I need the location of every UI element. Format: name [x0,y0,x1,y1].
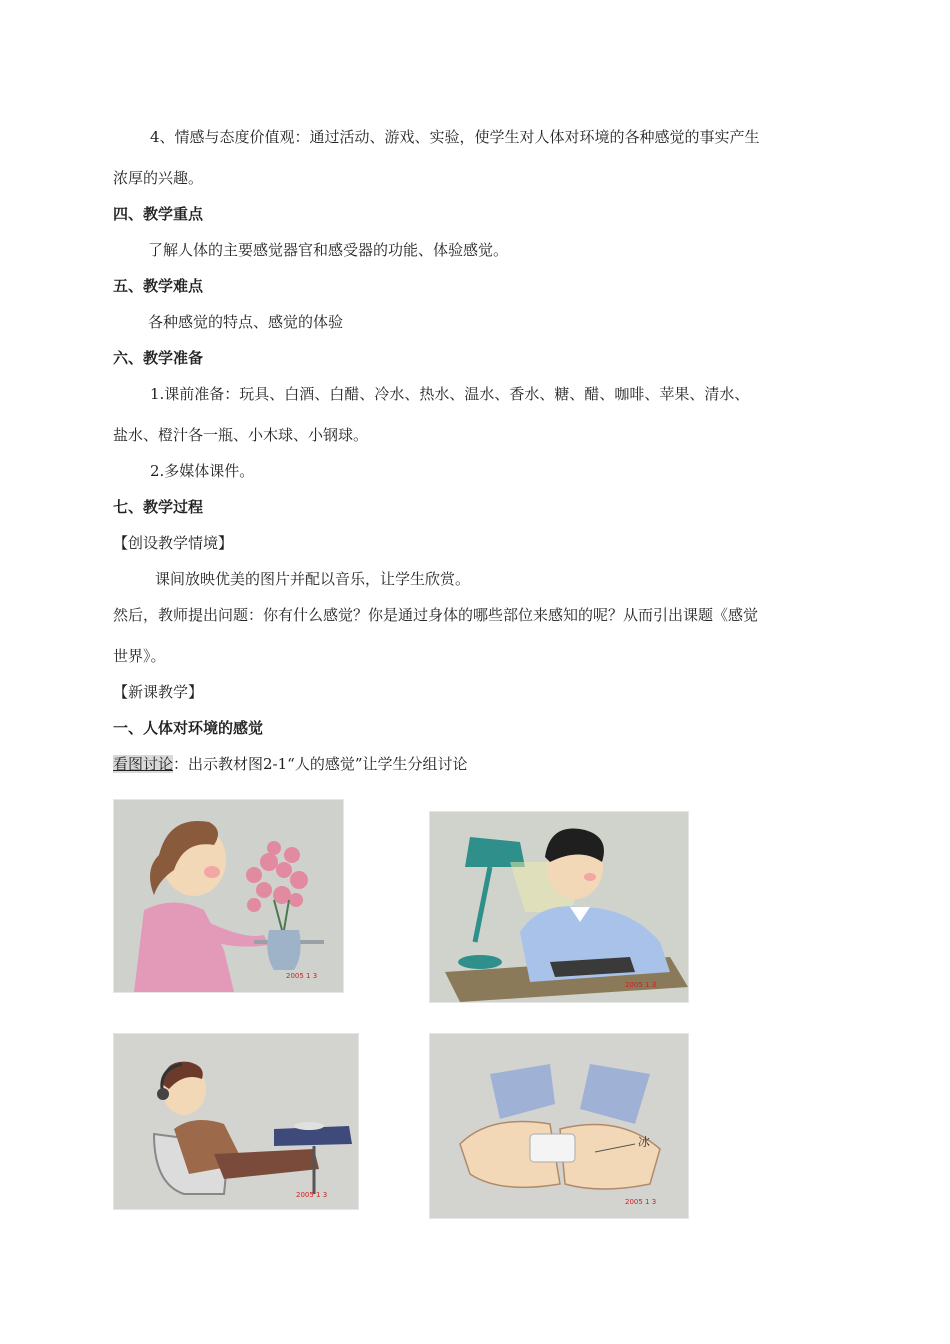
paragraph-teaching-difficulty: 各种感觉的特点、感觉的体验 [148,313,344,331]
paragraph-teaching-focus: 了解人体的主要感觉器官和感受器的功能、体验感觉。 [148,241,509,259]
bracket-new-lesson: 【新课教学】 [113,683,204,701]
paragraph-preparation-line2: 盐水、橙汁各一瓶、小木球、小钢球。 [113,426,369,444]
heading-section-one: 一、人体对环境的感觉 [113,719,264,737]
heading-teaching-focus: 四、教学重点 [113,205,204,223]
paragraph-preparation-item2: 2.多媒体课件。 [150,462,255,480]
man-headphones-image [113,1033,359,1210]
discussion-label: 看图讨论 [113,755,174,773]
heading-teaching-difficulty: 五、教学难点 [113,277,204,295]
paragraph-question-line2: 世界》。 [113,647,166,665]
boy-reading-lamp-image [429,811,689,1003]
discussion-text: ：出示教材图2-1“人的感觉”让学生分组讨论 [173,755,468,773]
woman-smelling-flowers-image [113,799,344,993]
date-stamp: 2005 1 3 [286,972,318,980]
paragraph-attitude-line1: 4、情感与态度价值观：通过活动、游戏、实验，使学生对人体对环境的各种感觉的事实产生 [150,128,760,146]
heading-teaching-process: 七、教学过程 [113,498,204,516]
paragraph-question-line1: 然后，教师提出问题：你有什么感觉？你是通过身体的哪些部位来感知的呢？从而引出课题《感觉 [113,606,759,624]
bracket-create-situation: 【创设教学情境】 [113,534,234,552]
heading-teaching-preparation: 六、教学准备 [113,349,204,367]
paragraph-preparation-line1: 1.课前准备：玩具、白酒、白醋、冷水、热水、温水、香水、糖、醋、咖啡、苹果、清水、 [150,385,750,403]
paragraph-situation: 课间放映优美的图片并配以音乐，让学生欣赏。 [155,570,471,588]
paragraph-attitude-line2: 浓厚的兴趣。 [113,169,204,187]
date-stamp: 2005 1 3 [296,1191,328,1199]
date-stamp: 2005 1 3 [625,981,657,989]
hands-ice-image [429,1033,689,1219]
paragraph-discussion [113,754,468,774]
ice-label: 冰 [638,1135,651,1149]
date-stamp: 2005 1 3 [625,1198,657,1206]
